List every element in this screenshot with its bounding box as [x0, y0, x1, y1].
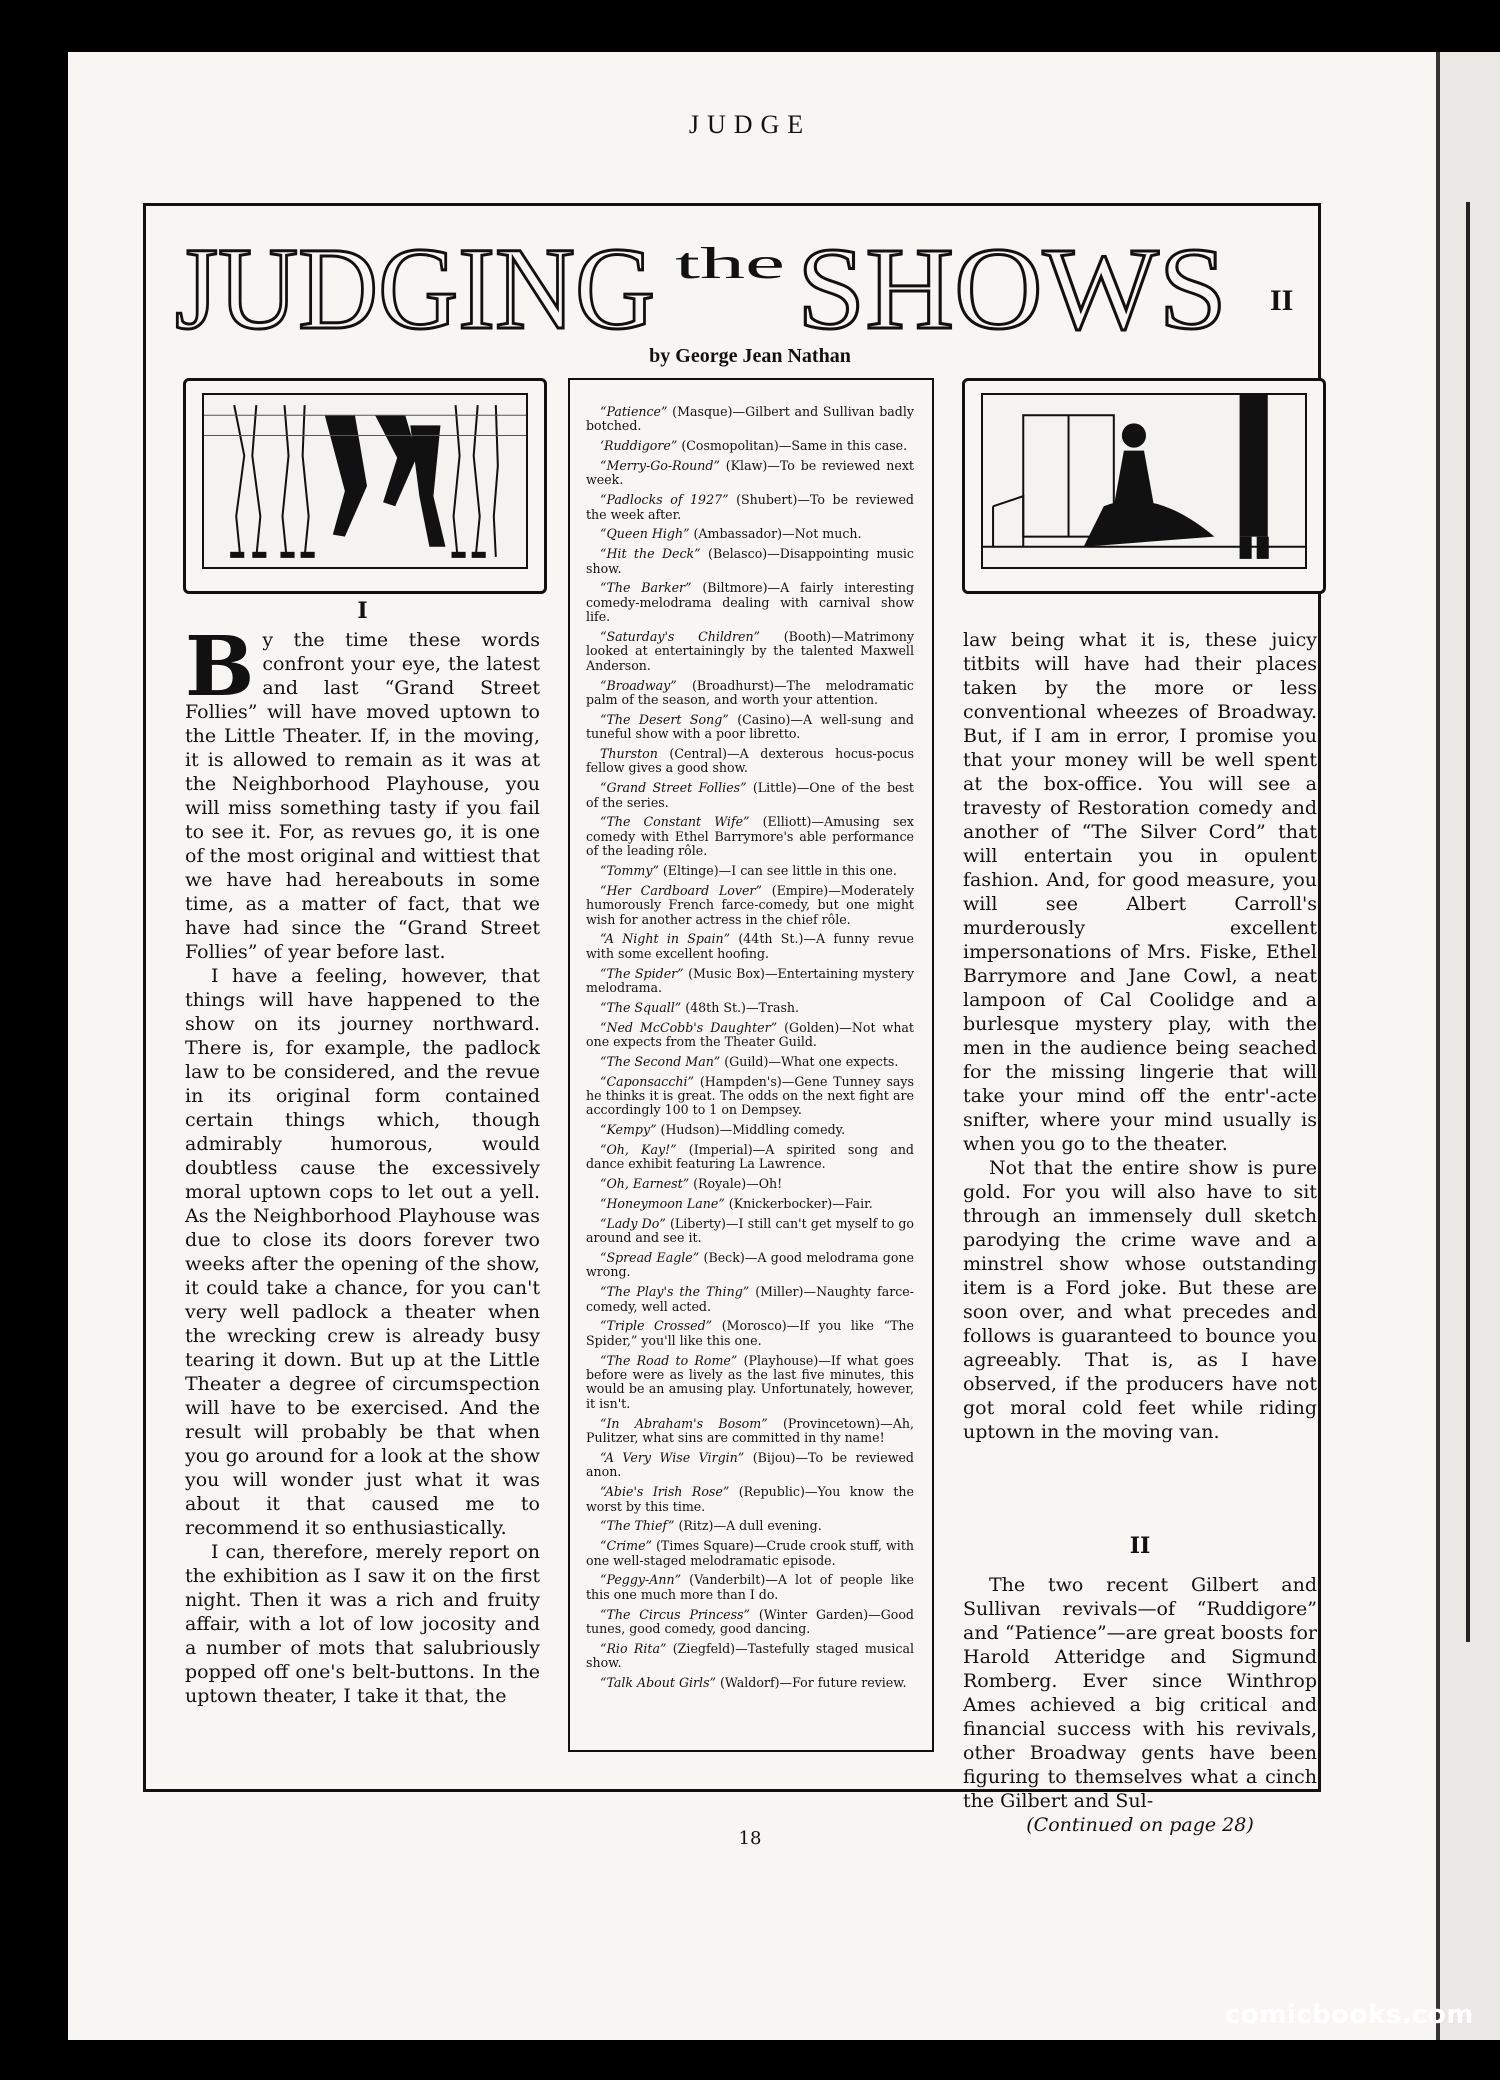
listing-entry: [586, 884, 914, 927]
listing-note: (Little)—One of the best of the series.: [586, 780, 914, 810]
listing-entry: [586, 1354, 914, 1412]
listing-title: “Kempy”: [600, 1122, 657, 1138]
listing-entry: [586, 1519, 914, 1533]
listing-title: “Padlocks of 1927”: [600, 492, 729, 508]
listing-entry: [586, 1123, 914, 1137]
headline-issue-mark: II: [1270, 284, 1294, 317]
listing-note: (Knickerbocker)—Fair.: [724, 1196, 873, 1212]
listing-note: (Booth)—Matrimony looked at entertainingly by the talented Maxwell Anderson.: [586, 629, 915, 673]
listing-note: (Ziegfeld)—Tastefully staged musical show.: [586, 1640, 914, 1671]
kneeling-woman-drawing: [983, 395, 1305, 567]
listing-note: (Belasco)—Disappointing music show.: [586, 546, 914, 576]
show-listings: [586, 405, 914, 1696]
listing-title: “Oh, Earnest”: [600, 1176, 690, 1192]
listing-note: (Elliott)—Amusing sex comedy with Ethel Barrymore's able performance of the leading rôle.: [586, 814, 914, 859]
listing-entry: [586, 781, 914, 810]
listing-note: (Cosmopolitan)—Same in this case.: [677, 438, 908, 454]
adjacent-page-rule: [1466, 202, 1470, 1642]
listing-title: “Crime”: [600, 1538, 652, 1554]
article-paragraph: law being what it is, these juicy titbits will have had their places taken by the more or less conventional wheezes of Broadway. But, if I am in error, I promise you that your money will be well spent at the box-office. You will see a travesty of Restoration comedy and another of “The Silver Cord” that will entertain you in opulent fashion. And, for good measure, you will see Albert Carroll's murderously excellent impersonations of Mrs. Fiske, Ethel Barrymore and Jane Cowl, a neat lampoon of Cal Coolidge and a burlesque mystery play, with the men in the audience being seached for the missing lingerie that will take your mind off the entr'-acte snifter, where your mind usually is when you go to the theater.: [963, 629, 1317, 1155]
listing-entry: [586, 1217, 914, 1246]
listing-entry: [586, 405, 914, 434]
listing-note: (Hudson)—Middling comedy.: [656, 1122, 846, 1138]
listing-note: (Provincetown)—Ah, Pulitzer, what sins are committed in thy name!: [586, 1415, 914, 1446]
listing-entry: [586, 1573, 914, 1602]
listing-title: “Her Cardboard Lover”: [600, 882, 762, 898]
listing-note: (Imperial)—A spirited song and dance exhibit featuring La Lawrence.: [586, 1142, 914, 1172]
listing-title: “The Road to Rome”: [600, 1352, 738, 1368]
listing-title: “Talk About Girls”: [600, 1674, 716, 1690]
listing-title: “The Second Man”: [600, 1053, 721, 1069]
listing-note: (Golden)—Not what one expects from the Theater Guild.: [586, 1019, 914, 1050]
page-number: 18: [738, 1828, 762, 1849]
article-column-left: [185, 619, 540, 1708]
listing-note: (Miller)—Naughty farce-comedy, well acted.: [586, 1284, 914, 1314]
listing-title: “Triple Crossed”: [600, 1318, 713, 1334]
listing-entry: [586, 1451, 914, 1480]
listing-entry: [586, 1676, 914, 1690]
listing-entry: [586, 747, 914, 776]
listing-note: (Hampden's)—Gene Tunney says he thinks it is great. The odds on the next fight are accordingly 100 to 1 on Dempsey.: [586, 1073, 914, 1118]
listing-note: (Shubert)—To be reviewed the week after.: [586, 492, 914, 522]
listing-note: (48th St.)—Trash.: [681, 999, 800, 1015]
listing-title: “Honeymoon Lane”: [600, 1196, 725, 1212]
article-paragraph: The two recent Gilbert and Sullivan revivals—of “Ruddigore” and “Patience”—are great boosts for Harold Atteridge and Sigmund Romberg. Ever since Winthrop Ames achieved a big critical and financial success with his revivals, other Broadway gents have been figuring to themselves what a cinch the Gilbert and Sul-: [963, 1574, 1317, 1812]
listing-note: (Playhouse)—If what goes before were as lively as the last five minutes, this would be an amusing play. Unfortunately, however, it isn't.: [586, 1352, 914, 1411]
listing-title: “A Very Wise Virgin”: [600, 1449, 745, 1465]
article-headline: [175, 228, 1345, 348]
listing-entry: [586, 1055, 914, 1069]
listing-title: ‘Ruddigore”: [600, 438, 678, 454]
listing-note: (Times Square)—Crude crook stuff, with one well-staged melodramatic episode.: [586, 1538, 914, 1568]
drop-cap: B: [185, 619, 255, 715]
listing-entry: [586, 547, 914, 576]
listing-note: (Empire)—Moderately humorously French farce-comedy, but one might wish for another actress in the chief rôle.: [586, 882, 914, 927]
listing-entry: [586, 713, 914, 742]
illustration-chorus-line: [183, 378, 547, 594]
listing-note: (Bijou)—To be reviewed anon.: [586, 1449, 914, 1480]
paragraph-text: y the time these words confront your eye, the latest and last “Grand Street Follies” will have moved uptown to the Little Theater. If, in the moving, it is allowed to remain as it was at the Neighborhood Playhouse, you will miss something tasty if you fail to see it. For, as revues go, it is one of the most original and wittiest that we have had hereabouts in some time, as a matter of fact, that we have had since the “Grand Street Follies” of year before last.: [185, 629, 540, 963]
listing-entry: [586, 679, 914, 708]
listing-title: “Hit the Deck”: [600, 546, 701, 562]
listing-entry: [586, 1539, 914, 1568]
listing-entry: [586, 1197, 914, 1211]
listing-note: (Music Box)—Entertaining mystery melodrama.: [586, 965, 914, 996]
listing-note: (Ambassador)—Not much.: [689, 526, 862, 542]
listing-note: (Vanderbilt)—A lot of people like this one much more than I do.: [586, 1572, 914, 1602]
headline-word-the: the: [675, 239, 785, 288]
listing-note: (Winter Garden)—Good tunes, good comedy, good dancing.: [586, 1606, 914, 1636]
listing-entry: [586, 1177, 914, 1191]
illustration-frame: [202, 393, 528, 569]
listing-entry: [586, 932, 914, 961]
listing-title: “Ned McCobb's Daughter”: [600, 1019, 778, 1035]
listing-title: “The Spider”: [600, 965, 684, 981]
listing-note: (Biltmore)—A fairly interesting comedy-melodrama dealing with carnival show life.: [586, 580, 915, 625]
running-head: JUDGE: [688, 110, 812, 139]
section-heading-ii: II: [1129, 1533, 1151, 1559]
listing-note: (Casino)—A well-sung and tuneful show with a poor libretto.: [586, 711, 914, 742]
listing-title: “Saturday's Children”: [600, 629, 760, 645]
listing-title: “Rio Rita”: [600, 1640, 667, 1656]
listing-title: “The Squall”: [600, 999, 682, 1015]
illustration-kneeling-woman: [962, 378, 1326, 594]
listing-entry: [586, 527, 914, 541]
listing-note: (Beck)—A good melodrama gone wrong.: [586, 1250, 915, 1280]
listing-entry: [586, 864, 914, 878]
listing-entry: [586, 581, 914, 624]
listing-entry: [586, 815, 914, 858]
listing-title: “The Desert Song”: [600, 711, 729, 727]
illustration-frame: [981, 393, 1307, 569]
headline-word-shows: SHOWS: [797, 228, 1227, 348]
listing-title: “Peggy-Ann”: [600, 1572, 682, 1588]
listing-entry: [586, 1143, 914, 1172]
continued-line: (Continued on page 28): [1026, 1814, 1254, 1836]
listing-note: (Eltinge)—I can see little in this one.: [658, 863, 897, 879]
adjacent-page-edge: [1440, 52, 1500, 2040]
listing-note: (Masque)—Gilbert and Sullivan badly botched.: [586, 404, 914, 434]
article-column-right-section-ii: [963, 1573, 1317, 1837]
listing-title: “Tommy”: [600, 863, 659, 879]
byline: by George Jean Nathan: [649, 345, 851, 367]
listing-entry: [586, 967, 914, 996]
article-paragraph: I can, therefore, merely report on the exhibition as I saw it on the first night. Then it was a rich and fruity affair, with a lot of low jocosity and a number of mots that salubriously popped off one's belt-buttons. In the uptown theater, I take it that, the: [185, 1541, 540, 1707]
listing-title: “In Abraham's Bosom”: [600, 1415, 768, 1431]
listing-title: “Broadway”: [600, 677, 677, 693]
article-paragraph: [185, 619, 540, 964]
listing-entry: [586, 1417, 914, 1446]
listing-note: (Waldorf)—For future review.: [715, 1674, 907, 1690]
listing-title: Thurston: [600, 746, 658, 762]
listing-entry: [586, 1075, 914, 1118]
listing-title: “The Play's the Thing”: [600, 1284, 750, 1300]
listing-entry: [586, 459, 914, 488]
listing-title: “Patience”: [600, 404, 668, 419]
listing-entry: [586, 630, 914, 673]
listing-note: (Guild)—What one expects.: [720, 1053, 899, 1069]
listing-note: (Republic)—You know the worst by this time.: [586, 1484, 914, 1514]
listing-title: “Oh, Kay!”: [600, 1142, 677, 1158]
listing-note: (Klaw)—To be reviewed next week.: [586, 458, 914, 488]
listing-entry: [586, 1642, 914, 1671]
listing-entry: [586, 1485, 914, 1514]
listing-note: (Ritz)—A dull evening.: [674, 1518, 822, 1534]
article-column-right: [963, 628, 1317, 1444]
listing-title: “The Barker”: [600, 580, 692, 596]
listing-entry: [586, 1608, 914, 1637]
article-paragraph: I have a feeling, however, that things will have happened to the show on its journey northward. There is, for example, the padlock law to be considered, and the revue in its original form contained certain things which, though admirably humorous, would doubtless cause the excessively moral uptown cops to let out a yell. As the Neighborhood Playhouse was due to close its doors forever two weeks after the opening of the show, it could take a chance, for you can't very well padlock a theater when the wrecking crew is already busy tearing it down. But up at the Little Theater a degree of circumspection will have to be exercised. And the result will probably be that when you go around for a look at the show you will wonder just what it was about it that caused me to recommend it so enthusiastically.: [185, 965, 540, 1539]
listing-title: “A Night in Spain”: [600, 931, 731, 947]
article-paragraph: Not that the entire show is pure gold. For you will also have to sit through an immensely dull sketch parodying the crime wave and a minstrel show whose outstanding item is a Ford joke. But these are soon over, and what precedes and follows is guaranteed to bounce you agreeably. That is, as I have observed, if the producers have not got moral cold feet while riding uptown in the moving van.: [963, 1157, 1317, 1443]
section-heading-i: I: [357, 598, 368, 624]
listing-title: “The Circus Princess”: [600, 1606, 750, 1622]
headline-word-judging: JUDGING: [175, 228, 655, 348]
listing-entry: [586, 1021, 914, 1050]
listing-note: (Broadhurst)—The melodramatic palm of the season, and worth your attention.: [586, 677, 914, 708]
listing-note: (Morosco)—If you like “The Spider,” you'll like this one.: [586, 1318, 914, 1348]
listing-entry: [586, 493, 914, 522]
listing-title: “Grand Street Follies”: [600, 780, 747, 796]
listing-note: (Central)—A dexterous hocus-pocus fellow gives a good show.: [586, 746, 914, 776]
listing-entry: [586, 439, 914, 453]
listing-title: “Caponsacchi”: [600, 1073, 694, 1089]
listing-title: “Queen High”: [600, 526, 690, 542]
chorus-legs-drawing: [204, 395, 526, 567]
listing-entry: [586, 1251, 914, 1280]
listing-title: “Abie's Irish Rose”: [600, 1484, 730, 1500]
listing-note: (44th St.)—A funny revue with some excellent hoofing.: [586, 931, 914, 961]
listing-entry: [586, 1285, 914, 1314]
listing-title: “Lady Do”: [600, 1215, 666, 1231]
listing-title: “Spread Eagle”: [600, 1250, 700, 1266]
listing-entry: [586, 1001, 914, 1015]
listing-note: (Royale)—Oh!: [689, 1176, 783, 1192]
listing-entry: [586, 1319, 914, 1348]
watermark: comicbooks.com: [1224, 2000, 1474, 2030]
listing-title: “The Thief”: [600, 1518, 675, 1534]
listing-title: “The Constant Wife”: [600, 814, 750, 830]
listing-title: “Merry-Go-Round”: [600, 458, 720, 473]
listing-note: (Liberty)—I still can't get myself to go around and see it.: [586, 1215, 914, 1246]
